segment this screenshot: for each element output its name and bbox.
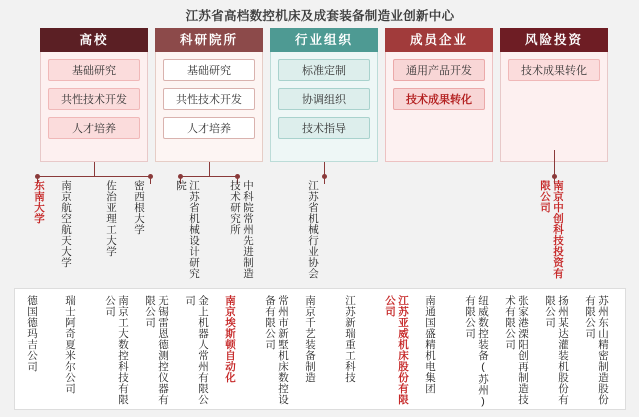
company-label: 苏州东山精密制造股份有限公司 bbox=[584, 295, 609, 405]
connector-line bbox=[180, 176, 238, 177]
chip-item[interactable]: 通用产品开发 bbox=[393, 59, 485, 81]
institution-label: 南京中创科技投资有限公司 bbox=[539, 180, 564, 279]
company-label: 德国德玛吉公司 bbox=[26, 295, 38, 372]
company-label: 常州市新墅机床数控设备有限公司 bbox=[264, 295, 289, 405]
column-header: 成员企业 bbox=[385, 28, 493, 52]
company-label: 南通国盛精机电集团 bbox=[424, 295, 436, 394]
column-header: 科研院所 bbox=[155, 28, 263, 52]
company-label: 扬州某达灌装机股份有限公司 bbox=[544, 295, 569, 405]
column-industry-organizations bbox=[270, 28, 378, 162]
company-label: 瑞士阿奇夏米尔公司 bbox=[64, 295, 76, 394]
company-label: 南京工大数控科技有限公司 bbox=[104, 295, 129, 405]
column-venture-capital bbox=[500, 28, 608, 162]
column-body bbox=[155, 52, 263, 162]
company-label: 南京埃斯顿自动化 bbox=[224, 295, 236, 383]
company-label: 纽威数控装备(苏州)有限公司 bbox=[464, 295, 489, 408]
page-title: 江苏省高档数控机床及成套装备制造业创新中心 bbox=[185, 9, 455, 23]
institution-label: 佐治亚理工大学 bbox=[105, 180, 117, 257]
company-label: 南京千艺装备制造 bbox=[304, 295, 316, 383]
column-body bbox=[500, 52, 608, 162]
institution-label: 中科院常州先进制造技术研究所 bbox=[229, 180, 254, 279]
connector-line bbox=[554, 150, 555, 176]
chip-item[interactable]: 共性技术开发 bbox=[163, 88, 255, 110]
institution-label: 东南大学 bbox=[33, 180, 45, 224]
chip-item[interactable]: 标准定制 bbox=[278, 59, 370, 81]
company-label: 江苏亚威机床股份有限公司 bbox=[384, 295, 409, 405]
column-header: 高校 bbox=[40, 28, 148, 52]
chip-item[interactable]: 人才培养 bbox=[48, 117, 140, 139]
connector-line bbox=[37, 176, 151, 177]
column-header: 风险投资 bbox=[500, 28, 608, 52]
connector-line bbox=[94, 162, 95, 176]
chip-item[interactable]: 技术成果转化 bbox=[393, 88, 485, 110]
column-header: 行业组织 bbox=[270, 28, 378, 52]
institution-label: 江苏省机械行业协会 bbox=[307, 180, 319, 279]
institution-label: 江苏省机械设计研究院 bbox=[175, 180, 200, 279]
chip-item[interactable]: 基础研究 bbox=[163, 59, 255, 81]
institution-label: 南京航空航天大学 bbox=[60, 180, 72, 268]
column-body bbox=[385, 52, 493, 162]
column-universities bbox=[40, 28, 148, 162]
chip-item[interactable]: 人才培养 bbox=[163, 117, 255, 139]
column-member-enterprises bbox=[385, 28, 493, 162]
column-body bbox=[40, 52, 148, 162]
institution-label: 密西根大学 bbox=[133, 180, 145, 235]
chip-item[interactable]: 共性技术开发 bbox=[48, 88, 140, 110]
chip-item[interactable]: 基础研究 bbox=[48, 59, 140, 81]
company-label: 无锡雷恩德测控仪器有限公司 bbox=[144, 295, 169, 405]
bottom-company-band bbox=[14, 288, 626, 410]
chip-item[interactable]: 技术指导 bbox=[278, 117, 370, 139]
company-label: 金上机器人常州有限公司 bbox=[184, 295, 209, 405]
column-body bbox=[270, 52, 378, 162]
middle-institution-band bbox=[14, 180, 626, 284]
connector-line bbox=[209, 162, 210, 176]
company-label: 张家港溧阳创再制造技术有限公司 bbox=[504, 295, 529, 405]
column-research-institutes bbox=[155, 28, 263, 162]
chip-item[interactable]: 协调组织 bbox=[278, 88, 370, 110]
company-label: 江苏新瑞重工科技 bbox=[344, 295, 356, 383]
chip-item[interactable]: 技术成果转化 bbox=[508, 59, 600, 81]
